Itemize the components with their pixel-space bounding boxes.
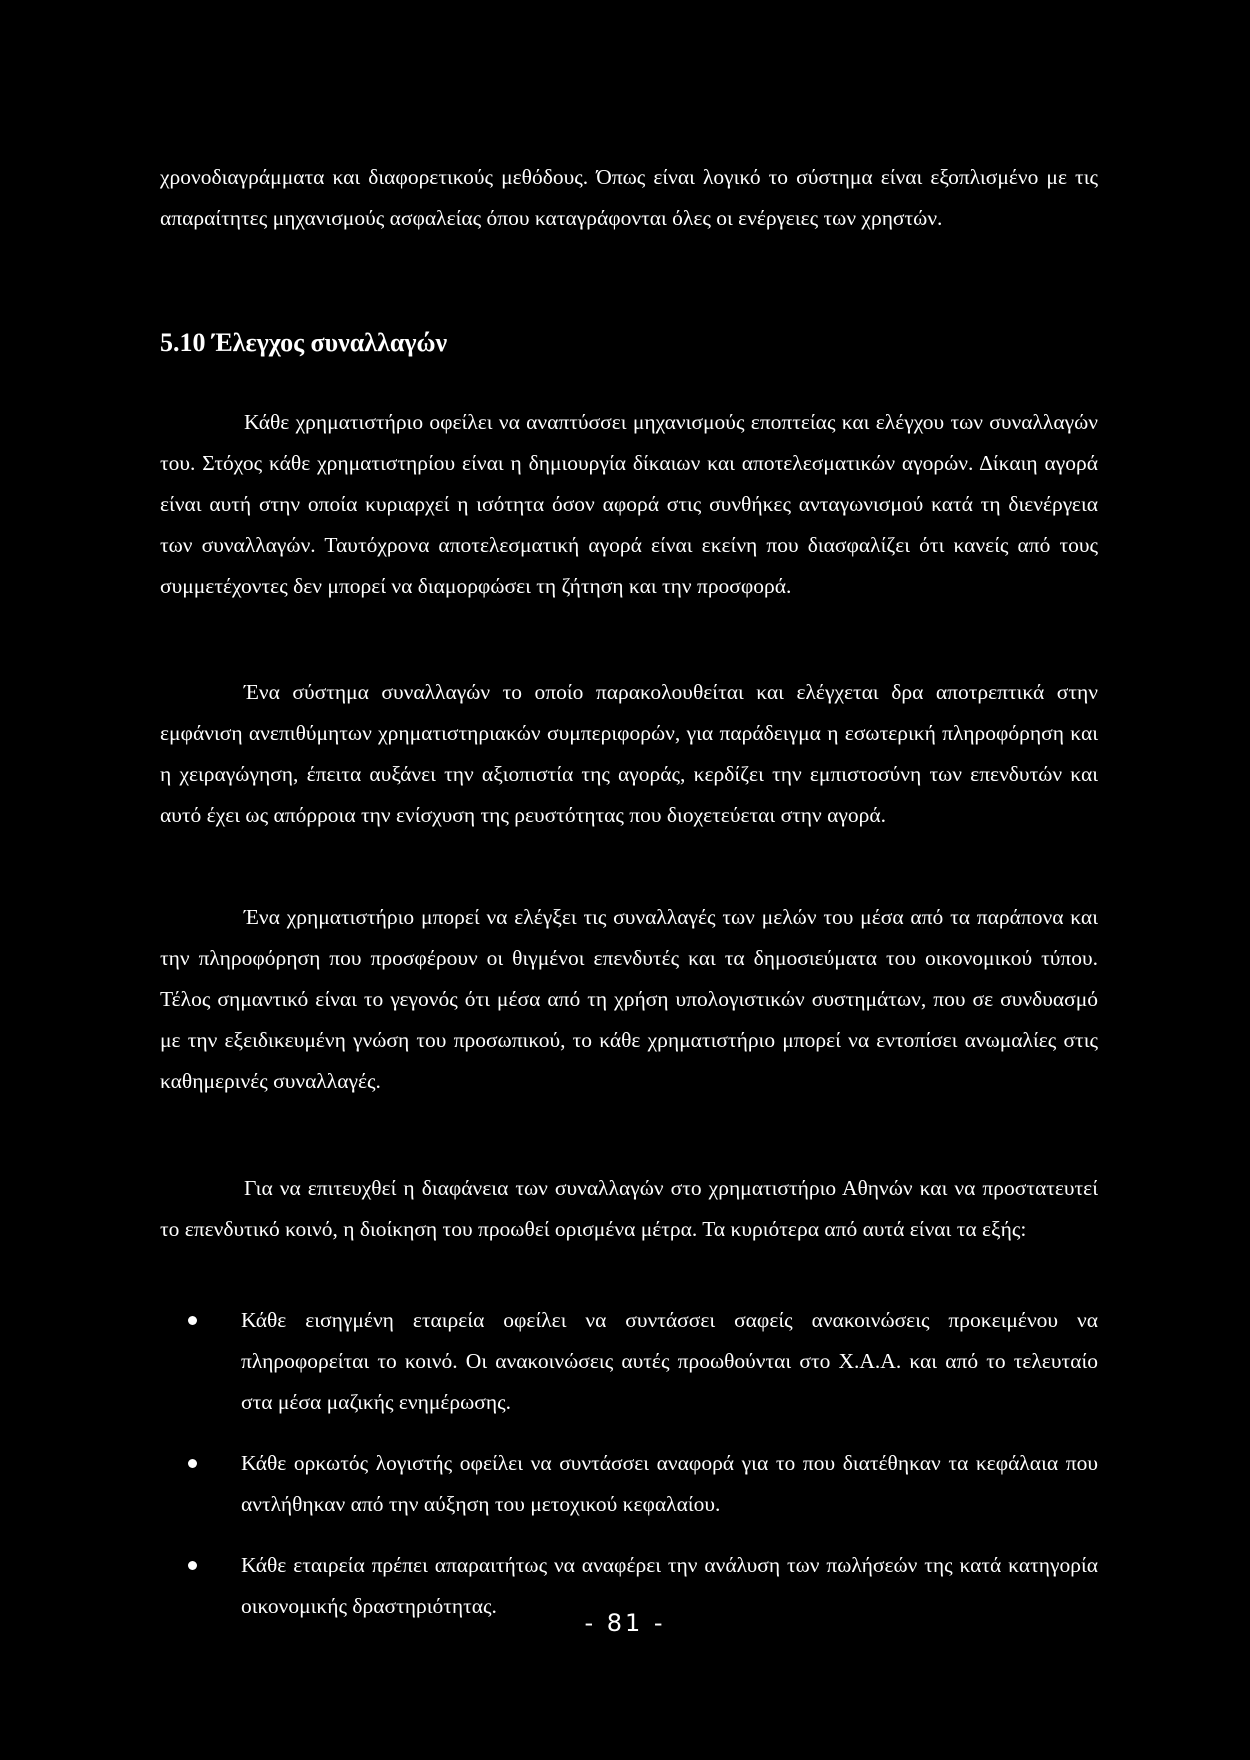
list-item [160, 1300, 1098, 1423]
paragraph-transparency-measures: Για να επιτευχθεί η διαφάνεια των συναλλαγών στο χρηματιστήριο Αθηνών και να προστατευτεί το επενδυτικό κοινό, η διοίκηση του προωθεί ορισμένα μέτρα. Τα κυριότερα από αυτά είναι τα εξής: [160, 1176, 1098, 1241]
list-item-text: Κάθε ορκωτός λογιστής οφείλει να συντάσσει αναφορά για το που διατέθηκαν τα κεφάλαια που αντλήθηκαν από την αύξηση του μετοχικού κεφαλαίου. [241, 1451, 1098, 1516]
bullet-icon [188, 1459, 197, 1468]
section-heading: 5.10 Έλεγχος συναλλαγών [160, 328, 448, 357]
list-item [160, 1443, 1098, 1525]
page-number: - 81 - [584, 1609, 666, 1637]
bullet-icon [188, 1316, 197, 1325]
paragraph-exchange-control: Ένα χρηματιστήριο μπορεί να ελέγξει τις συναλλαγές των μελών του μέσα από τα παράπονα και την πληροφόρηση που προσφέρουν οι θιγμένοι επενδυτές και τα δημοσιεύματα του οικονομικού τύπου. Τέλος σημαντικό είναι το γεγονός ότι μέσα από τη χρήση υπολογιστικών συστημάτων, που σε συνδυασμό με την εξειδικευμένη γνώση του προσωπικού, το κάθε χρηματιστήριο μπορεί να εντοπίσει ανωμαλίες στις καθημερινές συναλλαγές. [160, 905, 1098, 1093]
measures-bullet-list [160, 1300, 1098, 1647]
paragraph-continuation: χρονοδιαγράμματα και διαφορετικούς μεθόδους. Όπως είναι λογικό το σύστημα είναι εξοπλισμένο με τις απαραίτητες μηχανισμούς ασφαλείας όπου καταγράφονται όλες οι ενέργειες των χρηστών. [160, 165, 1098, 230]
paragraph-monitoring-system: Ένα σύστημα συναλλαγών το οποίο παρακολουθείται και ελέγχεται δρα αποτρεπτικά στην εμφάνιση ανεπιθύμητων χρηματιστηριακών συμπεριφορών, για παράδειγμα η εσωτερική πληροφόρηση και η χειραγώγηση, έπειτα αυξάνει την αξιοπιστία της αγοράς, κερδίζει την εμπιστοσύνη των επενδυτών και αυτό έχει ως απόρροια την ενίσχυση της ρευστότητας που διοχετεύεται στην αγορά. [160, 680, 1098, 827]
list-item-text: Κάθε εταιρεία πρέπει απαραιτήτως να αναφέρει την ανάλυση των πωλήσεών της κατά κατηγορία οικονομικής δραστηριότητας. [241, 1553, 1098, 1618]
paragraph-market-supervision: Κάθε χρηματιστήριο οφείλει να αναπτύσσει μηχανισμούς εποπτείας και ελέγχου των συναλλαγών του. Στόχος κάθε χρηματιστηρίου είναι η δημιουργία δίκαιων και αποτελεσματικών αγορών. Δίκαιη αγορά είναι αυτή στην οποία κυριαρχεί η ισότητα όσον αφορά στις συνθήκες ανταγωνισμού κατά τη διενέργεια των συναλλαγών. Ταυτόχρονα αποτελεσματική αγορά είναι εκείνη που διασφαλίζει ότι κανείς από τους συμμετέχοντες δεν μπορεί να διαμορφώσει τη ζήτηση και την προσφορά. [160, 410, 1098, 598]
bullet-icon [188, 1561, 197, 1570]
list-item-text: Κάθε εισηγμένη εταιρεία οφείλει να συντάσσει σαφείς ανακοινώσεις προκειμένου να πληροφορείται το κοινό. Οι ανακοινώσεις αυτές προωθούνται στο Χ.Α.Α. και από το τελευταίο στα μέσα μαζικής ενημέρωσης. [241, 1308, 1098, 1414]
